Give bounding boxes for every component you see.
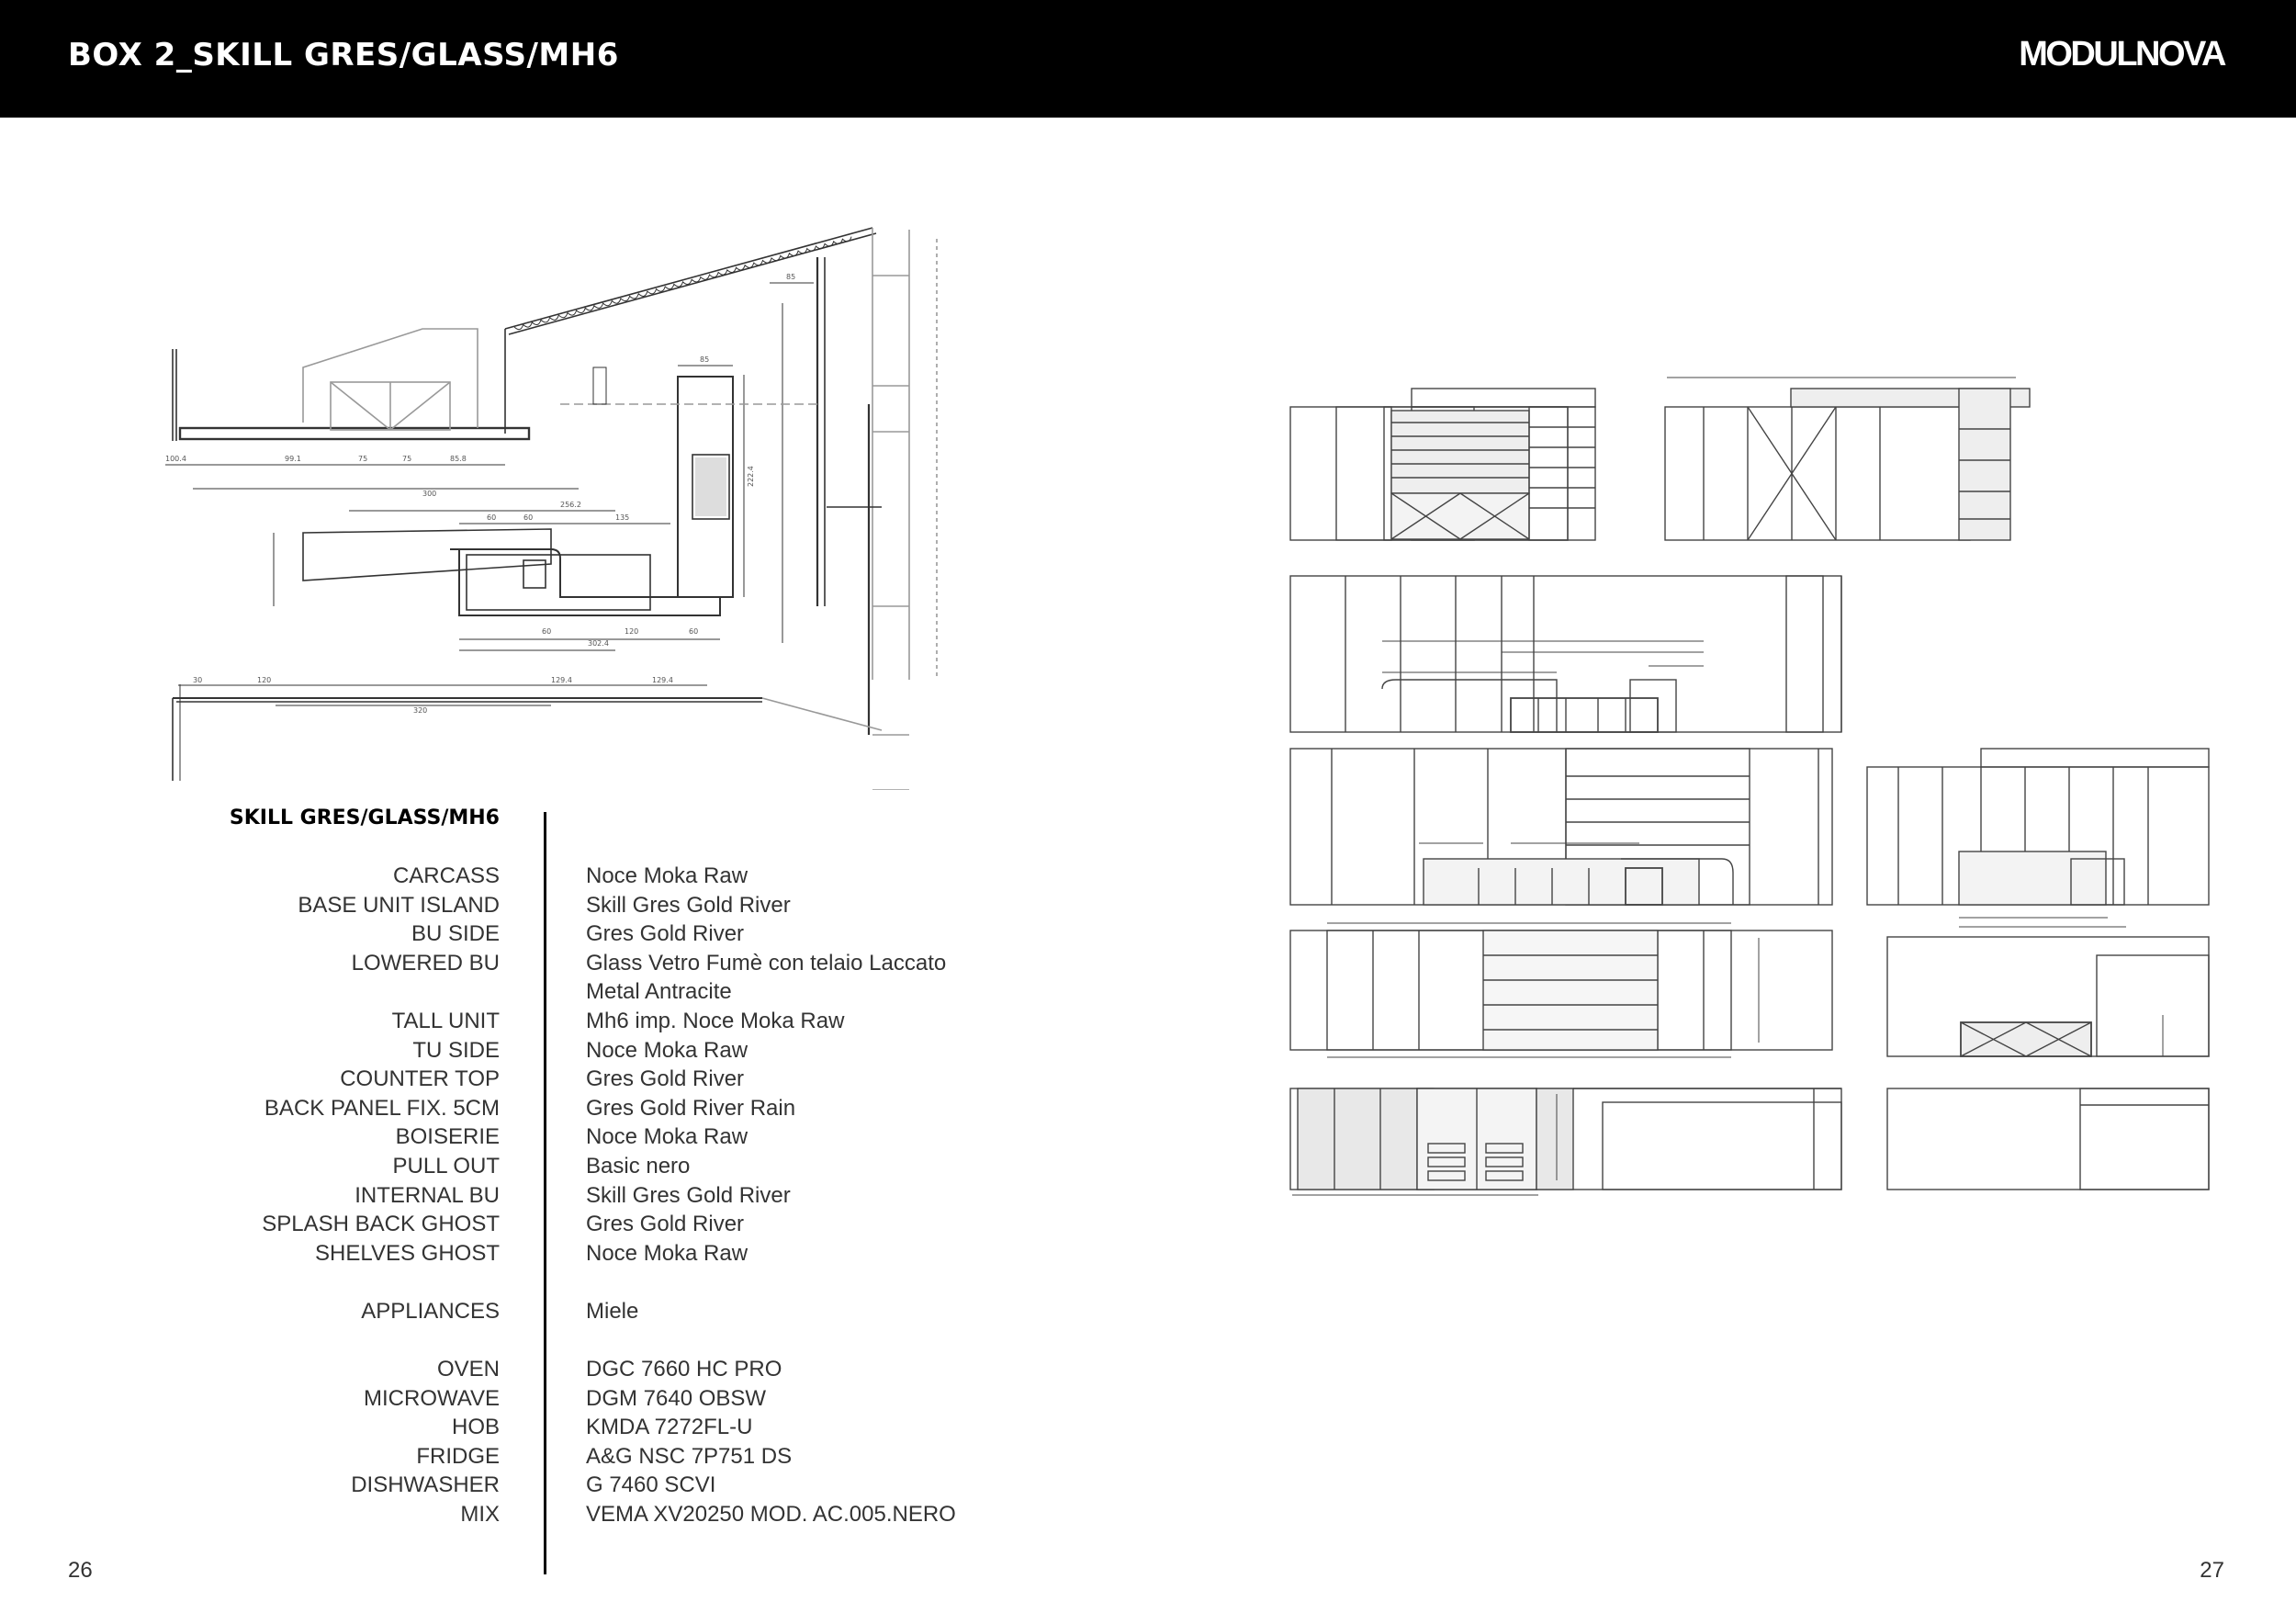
spec-row: [165, 1384, 992, 1414]
spec-row: [165, 1355, 992, 1384]
spec-value: Glass Vetro Fumè con telaio Laccato: [586, 950, 947, 976]
spec-value: Skill Gres Gold River: [586, 892, 791, 918]
spec-row: [165, 1181, 992, 1211]
spec-row: [165, 1326, 992, 1356]
spec-label: BU SIDE: [411, 921, 500, 947]
svg-text:75: 75: [402, 455, 412, 463]
spec-label: TU SIDE: [412, 1037, 500, 1063]
brand-logo: MODULNOVA: [2019, 35, 2224, 73]
floor-plan-drawing: [156, 220, 983, 790]
spec-row: [165, 1007, 992, 1036]
spec-value: Gres Gold River: [586, 1212, 745, 1237]
spec-value: Metal Antracite: [586, 979, 732, 1005]
page-number-left: 26: [68, 1558, 93, 1583]
svg-text:129.4: 129.4: [652, 676, 673, 684]
spec-label: TALL UNIT: [391, 1008, 500, 1033]
spec-value: Basic nero: [586, 1153, 691, 1179]
svg-text:99.1: 99.1: [285, 455, 301, 463]
spec-row: [165, 1500, 992, 1529]
spec-label: DISHWASHER: [351, 1472, 500, 1498]
spec-label: HOB: [451, 1415, 500, 1440]
spec-value: DGC 7660 HC PRO: [586, 1357, 782, 1382]
page-title: BOX 2_SKILL GRES/GLASS/MH6: [68, 37, 619, 73]
spec-value: Gres Gold River Rain: [586, 1095, 796, 1121]
spec-label: MIX: [460, 1502, 500, 1528]
svg-text:222.4: 222.4: [747, 466, 755, 487]
spec-row: [165, 1065, 992, 1094]
spec-label: INTERNAL BU: [355, 1182, 500, 1208]
spec-value: Noce Moka Raw: [586, 1124, 748, 1150]
header-bar: [0, 0, 2296, 118]
spec-value: A&G NSC 7P751 DS: [586, 1443, 793, 1469]
spec-row: [165, 1239, 992, 1269]
spec-label: OVEN: [436, 1357, 500, 1382]
svg-text:120: 120: [257, 676, 272, 684]
spec-label: PULL OUT: [392, 1153, 500, 1179]
spec-value: Gres Gold River: [586, 1066, 745, 1092]
spec-value: KMDA 7272FL-U: [586, 1415, 753, 1440]
spec-row: [165, 1471, 992, 1500]
spec-value: VEMA XV20250 MOD. AC.005.NERO: [586, 1502, 956, 1528]
spec-value: DGM 7640 OBSW: [586, 1385, 767, 1411]
svg-text:300: 300: [422, 490, 437, 498]
spec-label: MICROWAVE: [364, 1385, 500, 1411]
spec-label: BASE UNIT ISLAND: [298, 892, 500, 918]
spec-value: Noce Moka Raw: [586, 1037, 748, 1063]
svg-text:60: 60: [689, 627, 699, 636]
spec-title: SKILL GRES/GLASS/MH6: [229, 806, 500, 829]
spec-value: Noce Moka Raw: [586, 863, 748, 888]
svg-text:120: 120: [625, 627, 639, 636]
spec-label: CARCASS: [392, 863, 500, 888]
spec-label: SHELVES GHOST: [315, 1240, 500, 1266]
svg-text:75: 75: [358, 455, 368, 463]
spec-row: [165, 1442, 992, 1472]
spec-row: [165, 1210, 992, 1239]
svg-text:30: 30: [193, 676, 203, 684]
svg-text:60: 60: [542, 627, 552, 636]
spec-label: FRIDGE: [416, 1443, 500, 1469]
spec-value: Gres Gold River: [586, 921, 745, 947]
spec-value: Miele: [586, 1298, 639, 1324]
svg-text:60: 60: [523, 513, 534, 522]
page-number-right: 27: [2200, 1558, 2224, 1583]
spec-row: [165, 1413, 992, 1442]
spec-row: [165, 1094, 992, 1123]
svg-text:85: 85: [786, 273, 796, 281]
spec-value: G 7460 SCVI: [586, 1472, 716, 1498]
spec-label: APPLIANCES: [361, 1298, 500, 1324]
spec-table: [165, 862, 992, 1529]
spec-row: [165, 1268, 992, 1297]
spec-row: [165, 1036, 992, 1066]
svg-text:320: 320: [413, 706, 428, 715]
svg-text:85: 85: [700, 355, 710, 364]
svg-text:60: 60: [487, 513, 497, 522]
svg-text:135: 135: [615, 513, 630, 522]
spec-row: [165, 977, 992, 1007]
svg-text:302.4: 302.4: [588, 639, 609, 648]
spec-row: [165, 891, 992, 920]
spec-row: [165, 1297, 992, 1326]
svg-text:256.2: 256.2: [560, 501, 581, 509]
spec-value: Noce Moka Raw: [586, 1240, 748, 1266]
spec-label: BACK PANEL FIX. 5CM: [264, 1095, 500, 1121]
spec-label: LOWERED BU: [351, 950, 500, 976]
spec-row: [165, 862, 992, 891]
svg-text:129.4: 129.4: [551, 676, 572, 684]
spec-row: [165, 1152, 992, 1181]
svg-text:85.8: 85.8: [450, 455, 467, 463]
elevation-drawings: [1281, 372, 2227, 1291]
spec-row: [165, 1122, 992, 1152]
spec-label: COUNTER TOP: [340, 1066, 500, 1092]
spec-row: [165, 949, 992, 978]
spec-row: [165, 919, 992, 949]
svg-text:100.4: 100.4: [165, 455, 186, 463]
spec-value: Skill Gres Gold River: [586, 1182, 791, 1208]
spec-label: SPLASH BACK GHOST: [262, 1212, 500, 1237]
spec-value: Mh6 imp. Noce Moka Raw: [586, 1008, 845, 1033]
spec-label: BOISERIE: [395, 1124, 500, 1150]
